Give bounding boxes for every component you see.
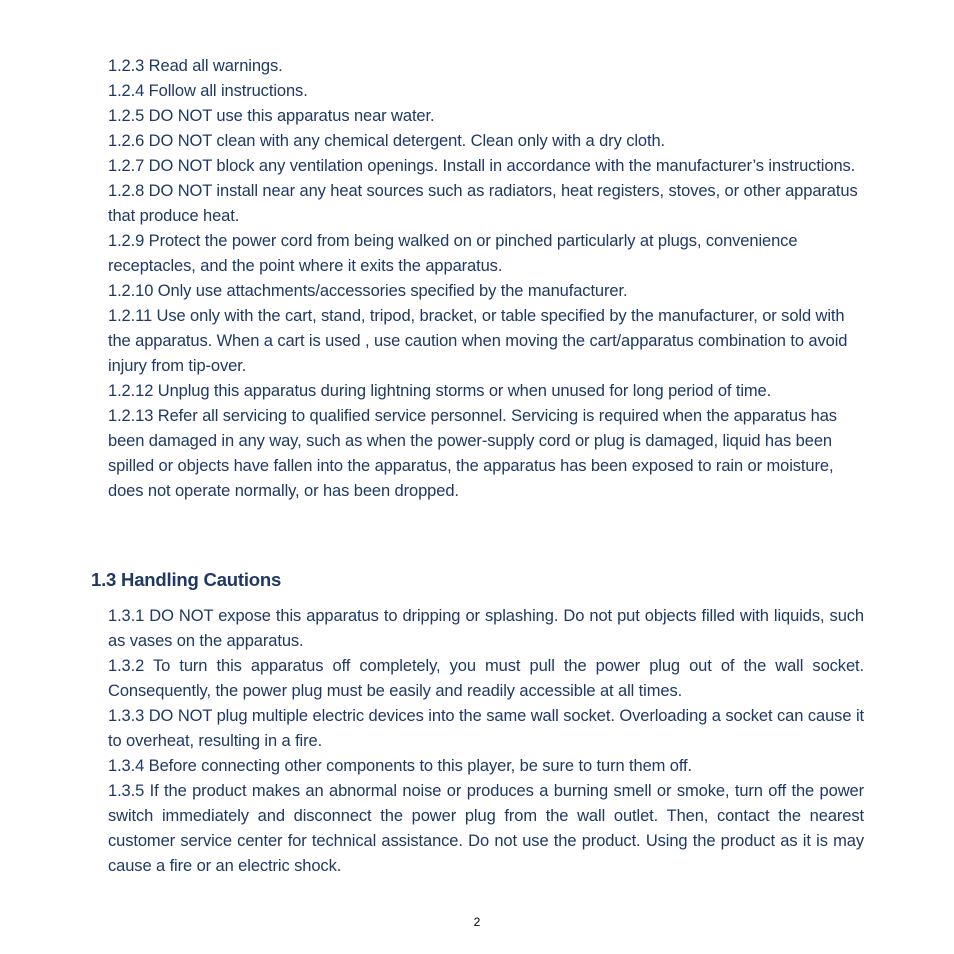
instruction-1-2-8: 1.2.8 DO NOT install near any heat sources such as radiators, heat registers, stoves, or other apparatus that produce heat. xyxy=(108,182,858,225)
section-heading-handling-cautions: 1.3 Handling Cautions xyxy=(91,569,282,590)
caution-1-3-1: 1.3.1 DO NOT expose this apparatus to dripping or splashing. Do not put objects filled with liquids, such as vases on the apparatus. xyxy=(108,607,864,650)
instruction-1-2-5: 1.2.5 DO NOT use this apparatus near water. xyxy=(108,107,435,125)
instruction-1-2-11: 1.2.11 Use only with the cart, stand, tripod, bracket, or table specified by the manufacturer, or sold with the apparatus. When a cart is used , use caution when moving the cart/apparatus combination to avoid injury from tip-over. xyxy=(108,307,848,375)
instruction-list-1-2 xyxy=(108,54,864,504)
caution-1-3-4: 1.3.4 Before connecting other components to this player, be sure to turn them off. xyxy=(108,757,693,775)
instruction-1-2-7: 1.2.7 DO NOT block any ventilation openings. Install in accordance with the manufacturer’s instructions. xyxy=(108,157,856,175)
page-number: 2 xyxy=(473,915,481,929)
instruction-1-2-9: 1.2.9 Protect the power cord from being walked on or pinched particularly at plugs, convenience receptacles, and the point where it exits the apparatus. xyxy=(108,232,798,275)
caution-1-3-2: 1.3.2 To turn this apparatus off completely, you must pull the power plug out of the wall socket. Consequently, the power plug must be easily and readily accessible at all times. xyxy=(108,657,864,700)
instruction-1-2-4: 1.2.4 Follow all instructions. xyxy=(108,82,308,100)
instruction-1-2-12: 1.2.12 Unplug this apparatus during lightning storms or when unused for long period of time. xyxy=(108,382,772,400)
instruction-list-1-3 xyxy=(108,604,864,879)
instruction-1-2-10: 1.2.10 Only use attachments/accessories specified by the manufacturer. xyxy=(108,282,628,300)
caution-1-3-3: 1.3.3 DO NOT plug multiple electric devices into the same wall socket. Overloading a socket can cause it to overheat, resulting in a fire. xyxy=(108,707,864,750)
instruction-1-2-3: 1.2.3 Read all warnings. xyxy=(108,57,283,75)
caution-1-3-5: 1.3.5 If the product makes an abnormal noise or produces a burning smell or smoke, turn off the power switch immediately and disconnect the power plug from the wall outlet. Then, contact the nearest customer service center for technical assistance. Do not use the product. Using the product as it is may cause a fire or an electric shock. xyxy=(108,782,864,875)
instruction-1-2-6: 1.2.6 DO NOT clean with any chemical detergent. Clean only with a dry cloth. xyxy=(108,132,666,150)
instruction-1-2-13: 1.2.13 Refer all servicing to qualified service personnel. Servicing is required when the apparatus has been damaged in any way, such as when the power-supply cord or plug is damaged, liquid has been spilled or objects have fallen into the apparatus, the apparatus has been exposed to rain or moisture, does not operate normally, or has been dropped. xyxy=(108,407,837,500)
